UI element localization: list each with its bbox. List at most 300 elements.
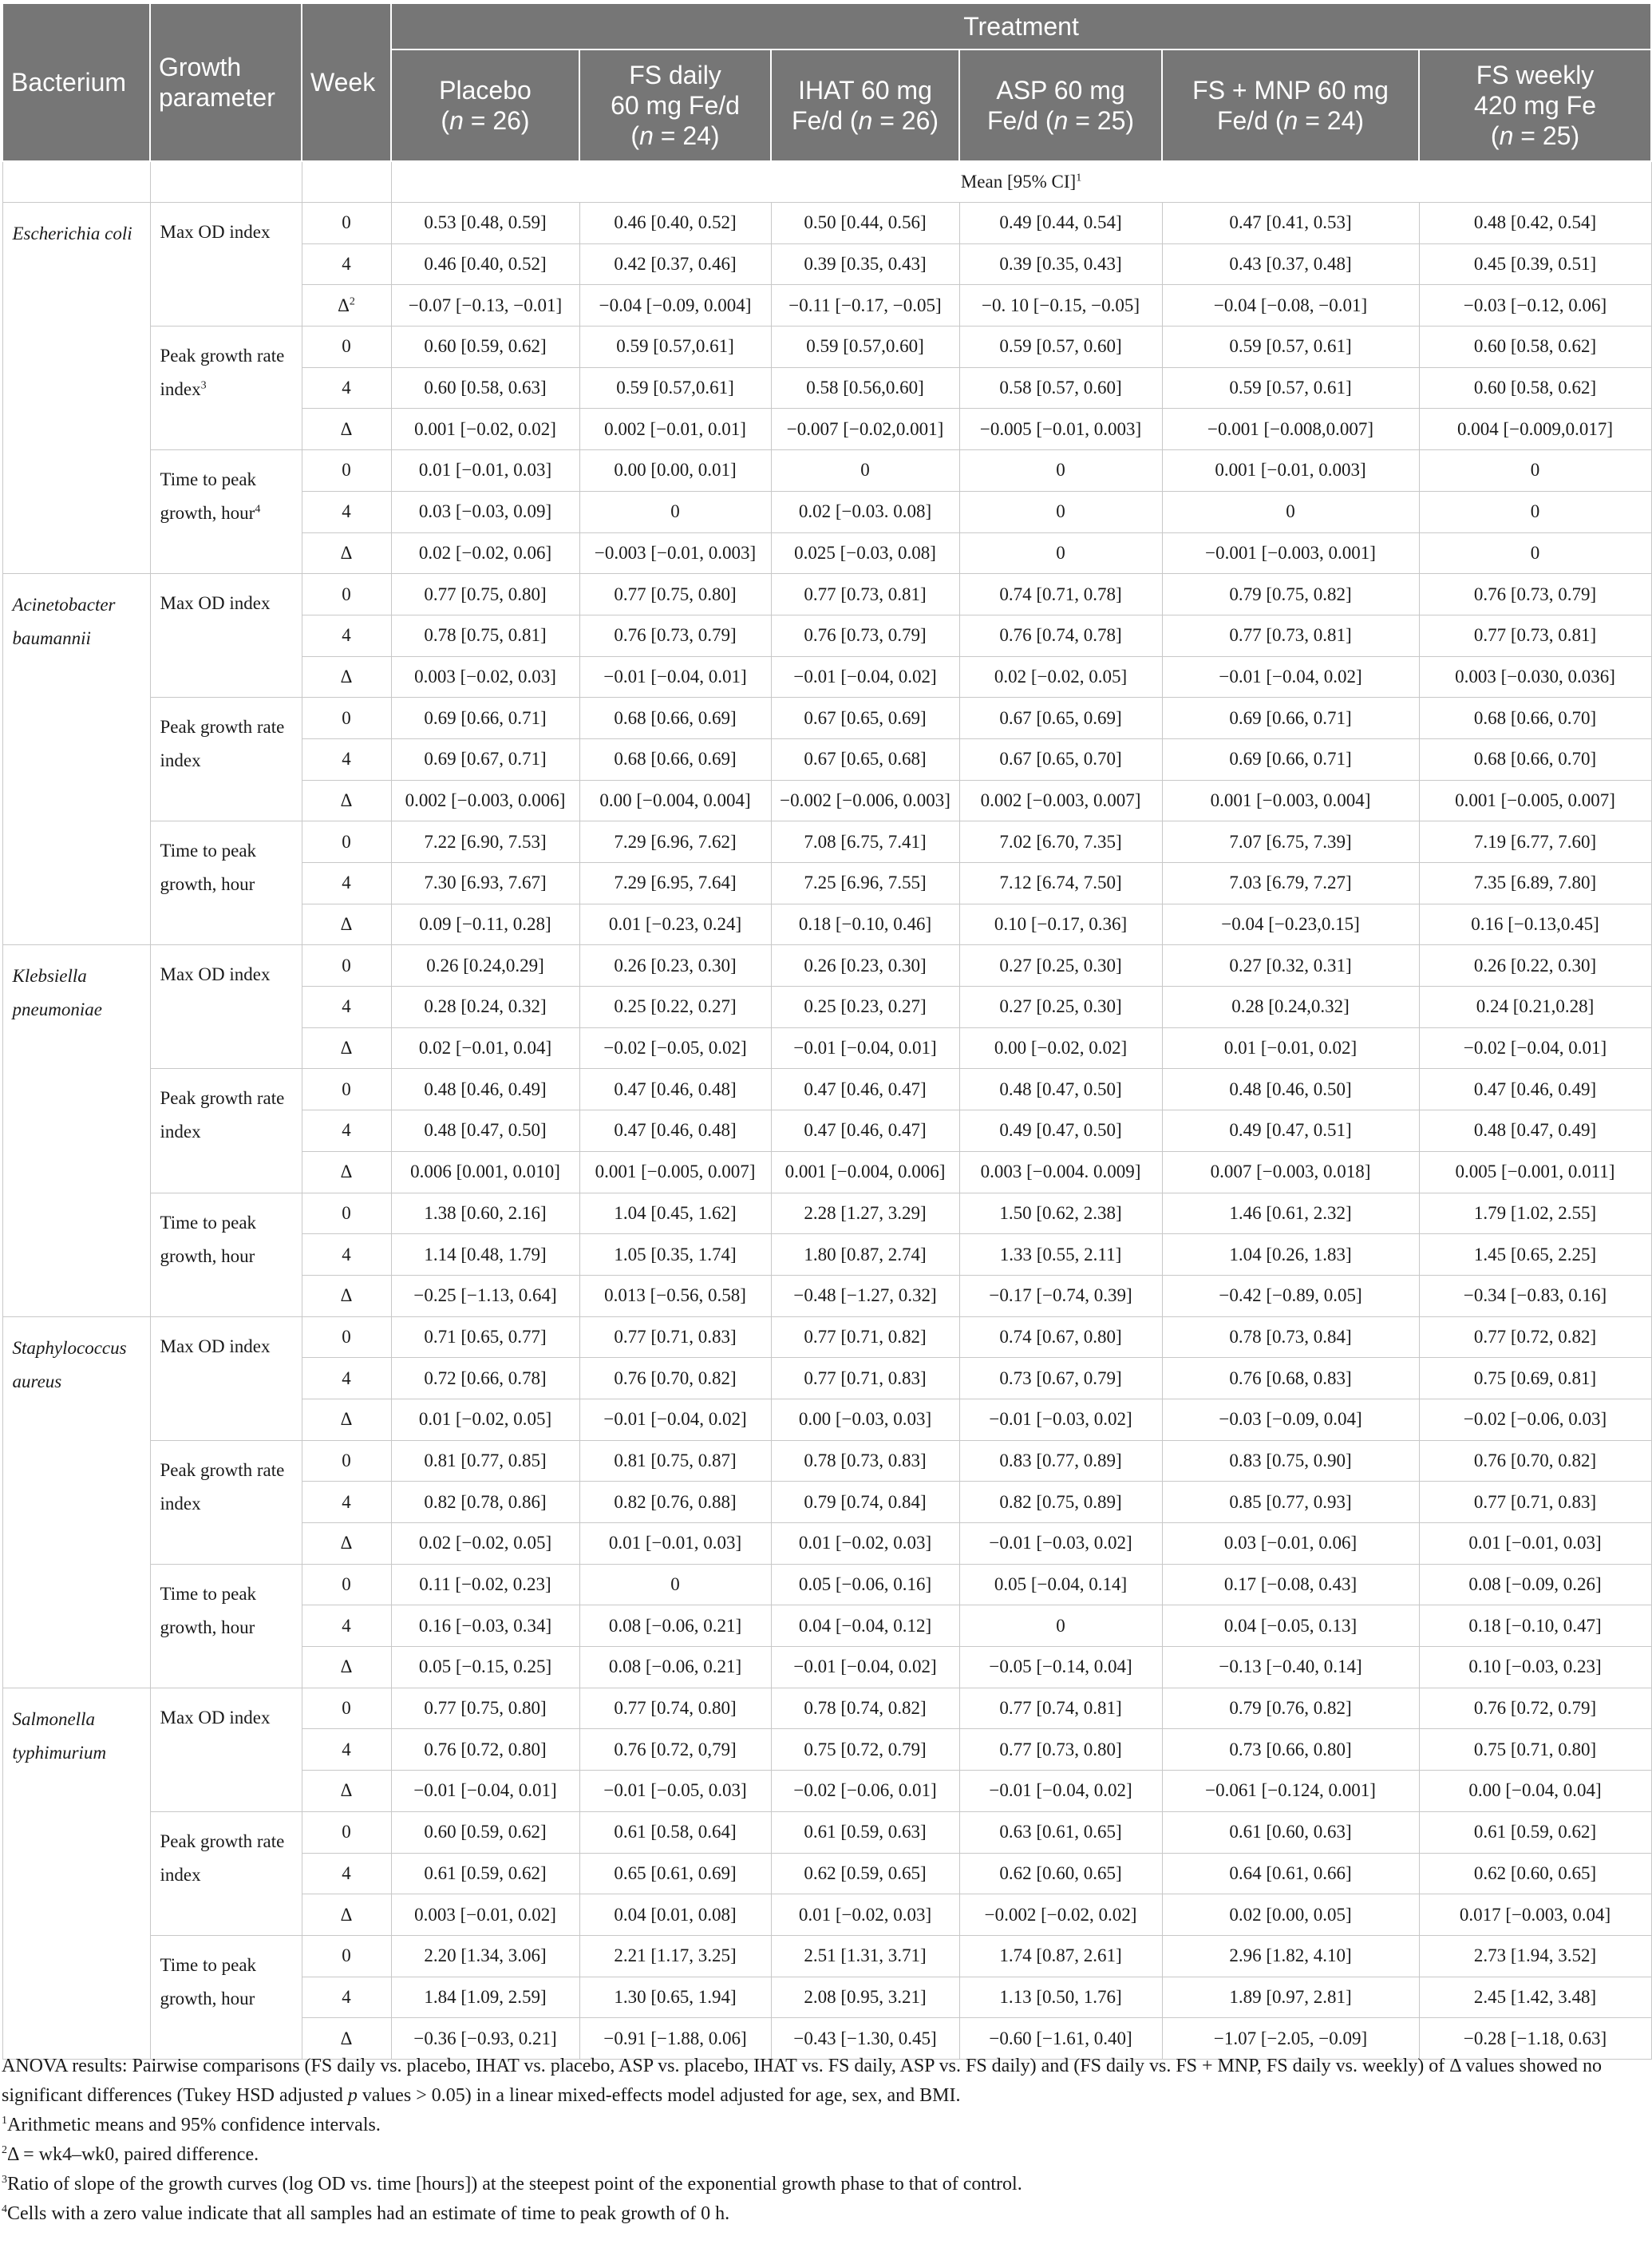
value-cell: −0.36 [−0.93, 0.21] [391, 2018, 579, 2060]
value-cell: −0.05 [−0.14, 0.04] [959, 1647, 1162, 1688]
bacterium-name: Salmonella typhimurium [2, 1688, 150, 2059]
growth-parameter: Max OD index [150, 1316, 302, 1440]
header-week: Week [302, 3, 391, 161]
value-cell: 0.62 [0.60, 0.65] [1419, 1853, 1651, 1894]
bacterium-name: Escherichia coli [2, 203, 150, 574]
table-row [2, 1688, 1651, 1729]
value-cell: 0.26 [0.23, 0.30] [579, 945, 771, 987]
value-cell: 0.02 [−0.02, 0.05] [959, 656, 1162, 698]
week-cell: Δ [302, 409, 391, 450]
value-cell: 0.50 [0.44, 0.56] [771, 203, 959, 244]
empty-cell [150, 161, 302, 203]
value-cell: 7.03 [6.79, 7.27] [1162, 863, 1419, 904]
value-cell: 0 [1419, 491, 1651, 532]
value-cell: 0.77 [0.71, 0.83] [1419, 1482, 1651, 1523]
value-cell: 0.67 [0.65, 0.69] [959, 698, 1162, 739]
header-group-fs-daily: FS daily 60 mg Fe/d (n = 24) [579, 49, 771, 161]
value-cell: 0.61 [0.60, 0.63] [1162, 1811, 1419, 1853]
value-cell: 1.04 [0.45, 1.62] [579, 1193, 771, 1234]
week-cell: 0 [302, 1316, 391, 1358]
value-cell: 7.35 [6.89, 7.80] [1419, 863, 1651, 904]
value-cell: 0.025 [−0.03, 0.08] [771, 532, 959, 574]
value-cell: 7.29 [6.95, 7.64] [579, 863, 771, 904]
value-cell: 0.03 [−0.03, 0.09] [391, 491, 579, 532]
week-cell: 4 [302, 1234, 391, 1276]
value-cell: 0.77 [0.73, 0.81] [1419, 615, 1651, 656]
week-cell: Δ [302, 1275, 391, 1316]
header-group-fs-weekly: FS weekly 420 mg Fe (n = 25) [1419, 49, 1651, 161]
value-cell: 0.79 [0.76, 0.82] [1162, 1688, 1419, 1729]
empty-cell [2, 161, 150, 203]
value-cell: 0.00 [−0.004, 0.004] [579, 780, 771, 821]
value-cell: −0.42 [−0.89, 0.05] [1162, 1275, 1419, 1316]
week-cell: Δ [302, 1151, 391, 1193]
value-cell: 0.60 [0.59, 0.62] [391, 327, 579, 368]
value-cell: 0.81 [0.77, 0.85] [391, 1440, 579, 1482]
table-row [2, 945, 1651, 987]
week-cell: 4 [302, 1729, 391, 1771]
value-cell: −0.061 [−0.124, 0.001] [1162, 1771, 1419, 1812]
empty-cell [302, 161, 391, 203]
value-cell: −1.07 [−2.05, −0.09] [1162, 2018, 1419, 2060]
value-cell: 2.28 [1.27, 3.29] [771, 1193, 959, 1234]
value-cell: −0.60 [−1.61, 0.40] [959, 2018, 1162, 2060]
value-cell: 0 [1419, 532, 1651, 574]
value-cell: 0 [959, 1605, 1162, 1647]
bacterium-name: Klebsiella pneumoniae [2, 945, 150, 1316]
value-cell: 0.02 [−0.01, 0.04] [391, 1027, 579, 1069]
value-cell: 0 [579, 491, 771, 532]
value-cell: −0.01 [−0.04, 0.01] [579, 656, 771, 698]
value-cell: 0.76 [0.74, 0.78] [959, 615, 1162, 656]
value-cell: 0.49 [0.47, 0.50] [959, 1110, 1162, 1152]
value-cell: 7.19 [6.77, 7.60] [1419, 821, 1651, 863]
week-cell: 4 [302, 987, 391, 1028]
value-cell: 2.20 [1.34, 3.06] [391, 1935, 579, 1977]
value-cell: 0.69 [0.67, 0.71] [391, 738, 579, 780]
value-cell: 0.67 [0.65, 0.69] [771, 698, 959, 739]
bacterium-name: Staphylococcus aureus [2, 1316, 150, 1688]
week-cell: Δ [302, 656, 391, 698]
growth-parameter: Max OD index [150, 1688, 302, 1811]
value-cell: −0.13 [−0.40, 0.14] [1162, 1647, 1419, 1688]
value-cell: 0.68 [0.66, 0.69] [579, 698, 771, 739]
value-cell: 1.84 [1.09, 2.59] [391, 1977, 579, 2018]
header-group-placebo: Placebo (n = 26) [391, 49, 579, 161]
value-cell: 0.63 [0.61, 0.65] [959, 1811, 1162, 1853]
value-cell: 0.69 [0.66, 0.71] [1162, 698, 1419, 739]
value-cell: 0.48 [0.42, 0.54] [1419, 203, 1651, 244]
value-cell: 0.82 [0.75, 0.89] [959, 1482, 1162, 1523]
value-cell: 0.76 [0.72, 0,79] [579, 1729, 771, 1771]
value-cell: 1.04 [0.26, 1.83] [1162, 1234, 1419, 1276]
week-cell: 0 [302, 821, 391, 863]
value-cell: 0.58 [0.56,0.60] [771, 367, 959, 409]
value-cell: 0.48 [0.46, 0.49] [391, 1069, 579, 1110]
value-cell: 0 [959, 532, 1162, 574]
table-row [2, 1440, 1651, 1482]
value-cell: 0.01 [−0.23, 0.24] [579, 904, 771, 945]
growth-parameter: Time to peak growth, hour [150, 1564, 302, 1688]
week-cell: 0 [302, 1935, 391, 1977]
value-cell: 0.76 [0.73, 0.79] [579, 615, 771, 656]
value-cell: 0.47 [0.46, 0.48] [579, 1110, 771, 1152]
header-group-asp: ASP 60 mg Fe/d (n = 25) [959, 49, 1162, 161]
value-cell: 0.64 [0.61, 0.66] [1162, 1853, 1419, 1894]
value-cell: 0.83 [0.75, 0.90] [1162, 1440, 1419, 1482]
value-cell: 0.017 [−0.003, 0.04] [1419, 1894, 1651, 1936]
week-cell: Δ [302, 1523, 391, 1565]
value-cell: 0.75 [0.72, 0.79] [771, 1729, 959, 1771]
growth-parameter: Peak growth rate index [150, 1440, 302, 1564]
value-cell: 0.76 [0.72, 0.80] [391, 1729, 579, 1771]
value-cell: 0.001 [−0.02, 0.02] [391, 409, 579, 450]
week-cell: 0 [302, 203, 391, 244]
value-cell: 0.62 [0.60, 0.65] [959, 1853, 1162, 1894]
value-cell: 0.02 [−0.03. 0.08] [771, 491, 959, 532]
value-cell: 1.80 [0.87, 2.74] [771, 1234, 959, 1276]
value-cell: 0.65 [0.61, 0.69] [579, 1853, 771, 1894]
value-cell: 0.28 [0.24,0.32] [1162, 987, 1419, 1028]
growth-parameter: Max OD index [150, 203, 302, 327]
value-cell: 0.74 [0.71, 0.78] [959, 574, 1162, 615]
value-cell: 0.82 [0.78, 0.86] [391, 1482, 579, 1523]
value-cell: 0.61 [0.58, 0.64] [579, 1811, 771, 1853]
value-cell: 0.001 [−0.003, 0.004] [1162, 780, 1419, 821]
table-notes [2, 2052, 1650, 2229]
week-cell: 4 [302, 367, 391, 409]
value-cell: 0.47 [0.46, 0.49] [1419, 1069, 1651, 1110]
table-container [2, 2, 1650, 2060]
growth-parameter: Peak growth rate index [150, 1811, 302, 1935]
value-cell: 0.76 [0.68, 0.83] [1162, 1358, 1419, 1399]
value-cell: −0.01 [−0.04, 0.02] [959, 1771, 1162, 1812]
value-cell: 0.75 [0.69, 0.81] [1419, 1358, 1651, 1399]
header-group-ihat: IHAT 60 mg Fe/d (n = 26) [771, 49, 959, 161]
value-cell: 0.47 [0.41, 0.53] [1162, 203, 1419, 244]
value-cell: 0.01 [−0.02, 0.03] [771, 1894, 959, 1936]
value-cell: −0.28 [−1.18, 0.63] [1419, 2018, 1651, 2060]
value-cell: 0.74 [0.67, 0.80] [959, 1316, 1162, 1358]
value-cell: 0.02 [−0.02, 0.05] [391, 1523, 579, 1565]
footnote-2: $^2$Δ = wk4–wk0, paired difference. [2, 2144, 259, 2165]
growth-parameter: Peak growth rate index [150, 1069, 302, 1193]
value-cell: −0.04 [−0.08, −0.01] [1162, 285, 1419, 327]
table-row [2, 1935, 1651, 1977]
value-cell: 0.26 [0.22, 0.30] [1419, 945, 1651, 987]
value-cell: 0.83 [0.77, 0.89] [959, 1440, 1162, 1482]
value-cell: 0.71 [0.65, 0.77] [391, 1316, 579, 1358]
value-cell: 0.59 [0.57,0.60] [771, 327, 959, 368]
week-cell: 0 [302, 1193, 391, 1234]
value-cell: 0.72 [0.66, 0.78] [391, 1358, 579, 1399]
value-cell: 0.47 [0.46, 0.48] [579, 1069, 771, 1110]
value-cell: −0.01 [−0.04, 0.02] [771, 1647, 959, 1688]
value-cell: 0.59 [0.57,0.61] [579, 367, 771, 409]
value-cell: 0.77 [0.71, 0.83] [771, 1358, 959, 1399]
value-cell: 0.08 [−0.09, 0.26] [1419, 1564, 1651, 1605]
value-cell: 0.48 [0.47, 0.50] [959, 1069, 1162, 1110]
value-cell: −0.001 [−0.008,0.007] [1162, 409, 1419, 450]
value-cell: 2.96 [1.82, 4.10] [1162, 1935, 1419, 1977]
week-cell: 4 [302, 1977, 391, 2018]
week-cell: Δ [302, 1647, 391, 1688]
value-cell: 7.12 [6.74, 7.50] [959, 863, 1162, 904]
value-cell: 0.01 [−0.01, 0.02] [1162, 1027, 1419, 1069]
value-cell: 0.18 [−0.10, 0.47] [1419, 1605, 1651, 1647]
value-cell: 0.42 [0.37, 0.46] [579, 243, 771, 285]
value-cell: 0.10 [−0.17, 0.36] [959, 904, 1162, 945]
value-cell: 0.05 [−0.04, 0.14] [959, 1564, 1162, 1605]
bacterium-name: Acinetobacter baumannii [2, 574, 150, 945]
value-cell: −0.005 [−0.01, 0.003] [959, 409, 1162, 450]
value-cell: 0.46 [0.40, 0.52] [579, 203, 771, 244]
value-cell: 0.68 [0.66, 0.70] [1419, 698, 1651, 739]
value-cell: 0.001 [−0.004, 0.006] [771, 1151, 959, 1193]
growth-parameter: Time to peak growth, hour$^4$ [150, 450, 302, 574]
value-cell: 0.39 [0.35, 0.43] [959, 243, 1162, 285]
value-cell: 0.48 [0.47, 0.49] [1419, 1110, 1651, 1152]
table-row [2, 698, 1651, 739]
value-cell: −0.34 [−0.83, 0.16] [1419, 1275, 1651, 1316]
value-cell: −0.02 [−0.05, 0.02] [579, 1027, 771, 1069]
value-cell: 1.30 [0.65, 1.94] [579, 1977, 771, 2018]
value-cell: 0.78 [0.75, 0.81] [391, 615, 579, 656]
value-cell: 0.79 [0.74, 0.84] [771, 1482, 959, 1523]
value-cell: 0.26 [0.23, 0.30] [771, 945, 959, 987]
value-cell: 0.00 [−0.03, 0.03] [771, 1399, 959, 1440]
value-cell: 0.28 [0.24, 0.32] [391, 987, 579, 1028]
value-cell: 0.004 [−0.009,0.017] [1419, 409, 1651, 450]
table-row [2, 821, 1651, 863]
value-cell: 2.45 [1.42, 3.48] [1419, 1977, 1651, 2018]
value-cell: 0.68 [0.66, 0.70] [1419, 738, 1651, 780]
value-cell: 0.002 [−0.01, 0.01] [579, 409, 771, 450]
value-cell: 0.58 [0.57, 0.60] [959, 367, 1162, 409]
value-cell: 0.006 [0.001, 0.010] [391, 1151, 579, 1193]
value-cell: 0.01 [−0.01, 0.03] [1419, 1523, 1651, 1565]
table-row [2, 203, 1651, 244]
table-row [2, 1193, 1651, 1234]
value-cell: 0.77 [0.73, 0.81] [1162, 615, 1419, 656]
value-cell: 0.00 [0.00, 0.01] [579, 450, 771, 492]
value-cell: 0.04 [−0.04, 0.12] [771, 1605, 959, 1647]
value-cell: 0.25 [0.23, 0.27] [771, 987, 959, 1028]
value-cell: 0.003 [−0.02, 0.03] [391, 656, 579, 698]
anova-note: ANOVA results: Pairwise comparisons (FS daily vs. placebo, IHAT vs. placebo, ASP vs. placebo, IHAT vs. FS daily, ASP vs. FS daily) and (FS daily vs. FS + MNP, FS daily vs. weekly) of Δ values showed no significant differences (Tukey HSD adjusted p values > 0.05) in a linear mixed-effects model adjusted for age, sex, and BMI. [2, 2056, 1602, 2106]
value-cell: 0.61 [0.59, 0.63] [771, 1811, 959, 1853]
footnote-1: $^1$Arithmetic means and 95% confidence intervals. [2, 2115, 381, 2135]
value-cell: 0.16 [−0.03, 0.34] [391, 1605, 579, 1647]
value-cell: −0.01 [−0.04, 0.01] [771, 1027, 959, 1069]
value-cell: 2.08 [0.95, 3.21] [771, 1977, 959, 2018]
value-cell: −0.01 [−0.04, 0.02] [1162, 656, 1419, 698]
value-cell: 0.76 [0.73, 0.79] [1419, 574, 1651, 615]
value-cell: 0.007 [−0.003, 0.018] [1162, 1151, 1419, 1193]
header-group-fs-mnp: FS + MNP 60 mg Fe/d (n = 24) [1162, 49, 1419, 161]
value-cell: 0.48 [0.47, 0.50] [391, 1110, 579, 1152]
value-cell: 0.04 [0.01, 0.08] [579, 1894, 771, 1936]
value-cell: 0.75 [0.71, 0.80] [1419, 1729, 1651, 1771]
value-cell: 0.003 [−0.01, 0.02] [391, 1894, 579, 1936]
value-cell: −0.002 [−0.02, 0.02] [959, 1894, 1162, 1936]
value-cell: 0.78 [0.73, 0.83] [771, 1440, 959, 1482]
value-cell: 0.61 [0.59, 0.62] [1419, 1811, 1651, 1853]
value-cell: 0.81 [0.75, 0.87] [579, 1440, 771, 1482]
growth-parameter: Peak growth rate index$^3$ [150, 327, 302, 450]
value-cell: 1.79 [1.02, 2.55] [1419, 1193, 1651, 1234]
week-cell: 0 [302, 574, 391, 615]
value-cell: 1.05 [0.35, 1.74] [579, 1234, 771, 1276]
value-cell: −0.17 [−0.74, 0.39] [959, 1275, 1162, 1316]
value-cell: −0.01 [−0.03, 0.02] [959, 1399, 1162, 1440]
value-cell: 7.22 [6.90, 7.53] [391, 821, 579, 863]
week-cell: Δ [302, 532, 391, 574]
value-cell: 0.08 [−0.06, 0.21] [579, 1647, 771, 1688]
value-cell: −0.48 [−1.27, 0.32] [771, 1275, 959, 1316]
value-cell: 0.69 [0.66, 0.71] [1162, 738, 1419, 780]
value-cell: 0.77 [0.73, 0.80] [959, 1729, 1162, 1771]
value-cell: 0.01 [−0.01, 0.03] [391, 450, 579, 492]
value-cell: −0.91 [−1.88, 0.06] [579, 2018, 771, 2060]
week-cell: 4 [302, 1605, 391, 1647]
value-cell: 0 [1162, 491, 1419, 532]
value-cell: −0.001 [−0.003, 0.001] [1162, 532, 1419, 574]
value-cell: 0.001 [−0.01, 0.003] [1162, 450, 1419, 492]
week-cell: 0 [302, 1440, 391, 1482]
value-cell: 0.05 [−0.15, 0.25] [391, 1647, 579, 1688]
value-cell: 0.05 [−0.06, 0.16] [771, 1564, 959, 1605]
week-cell: 4 [302, 491, 391, 532]
value-cell: 0.013 [−0.56, 0.58] [579, 1275, 771, 1316]
value-cell: 0.24 [0.21,0.28] [1419, 987, 1651, 1028]
value-cell: 0.02 [−0.02, 0.06] [391, 532, 579, 574]
value-cell: 0.59 [0.57, 0.61] [1162, 367, 1419, 409]
value-cell: 0.77 [0.74, 0.80] [579, 1688, 771, 1729]
value-cell: −0.01 [−0.05, 0.03] [579, 1771, 771, 1812]
value-cell: 0.43 [0.37, 0.48] [1162, 243, 1419, 285]
value-cell: −0.01 [−0.04, 0.02] [771, 656, 959, 698]
value-cell: 0.73 [0.66, 0.80] [1162, 1729, 1419, 1771]
value-cell: 7.25 [6.96, 7.55] [771, 863, 959, 904]
value-cell: 0.39 [0.35, 0.43] [771, 243, 959, 285]
value-cell: 0.85 [0.77, 0.93] [1162, 1482, 1419, 1523]
value-cell: 0.002 [−0.003, 0.007] [959, 780, 1162, 821]
week-cell: 0 [302, 1069, 391, 1110]
value-cell: 0.45 [0.39, 0.51] [1419, 243, 1651, 285]
value-cell: 7.30 [6.93, 7.67] [391, 863, 579, 904]
value-cell: 0.60 [0.58, 0.62] [1419, 367, 1651, 409]
value-cell: 0.27 [0.32, 0.31] [1162, 945, 1419, 987]
value-cell: 0.68 [0.66, 0.69] [579, 738, 771, 780]
header-bacterium: Bacterium [2, 3, 150, 161]
value-cell: 0.02 [0.00, 0.05] [1162, 1894, 1419, 1936]
value-cell: −0.02 [−0.04, 0.01] [1419, 1027, 1651, 1069]
value-cell: −0. 10 [−0.15, −0.05] [959, 285, 1162, 327]
value-cell: 0.60 [0.58, 0.62] [1419, 327, 1651, 368]
value-cell: 0.77 [0.71, 0.82] [771, 1316, 959, 1358]
week-cell: 4 [302, 1358, 391, 1399]
value-cell: 1.89 [0.97, 2.81] [1162, 1977, 1419, 2018]
value-cell: 0.49 [0.47, 0.51] [1162, 1110, 1419, 1152]
week-cell: 4 [302, 738, 391, 780]
value-cell: 7.08 [6.75, 7.41] [771, 821, 959, 863]
value-cell: 0.16 [−0.13,0.45] [1419, 904, 1651, 945]
value-cell: 0 [959, 491, 1162, 532]
value-cell: 0.77 [0.75, 0.80] [391, 574, 579, 615]
value-cell: 0.00 [−0.02, 0.02] [959, 1027, 1162, 1069]
value-cell: −0.43 [−1.30, 0.45] [771, 2018, 959, 2060]
value-cell: −0.003 [−0.01, 0.003] [579, 532, 771, 574]
value-cell: 1.46 [0.61, 2.32] [1162, 1193, 1419, 1234]
value-cell: 0.69 [0.66, 0.71] [391, 698, 579, 739]
table-row [2, 450, 1651, 492]
value-cell: 7.07 [6.75, 7.39] [1162, 821, 1419, 863]
value-cell: 0.77 [0.75, 0.80] [391, 1688, 579, 1729]
table-row [2, 327, 1651, 368]
value-cell: 1.13 [0.50, 1.76] [959, 1977, 1162, 2018]
value-cell: −0.04 [−0.09, 0.004] [579, 285, 771, 327]
growth-parameter: Time to peak growth, hour [150, 1193, 302, 1316]
value-cell: 0.17 [−0.08, 0.43] [1162, 1564, 1419, 1605]
value-cell: 0.01 [−0.02, 0.05] [391, 1399, 579, 1440]
value-cell: 2.73 [1.94, 3.52] [1419, 1935, 1651, 1977]
value-cell: −0.03 [−0.12, 0.06] [1419, 285, 1651, 327]
value-cell: 0.59 [0.57, 0.60] [959, 327, 1162, 368]
growth-parameter: Time to peak growth, hour [150, 1935, 302, 2059]
value-cell: 0 [771, 450, 959, 492]
value-cell: 0.04 [−0.05, 0.13] [1162, 1605, 1419, 1647]
value-cell: 0.09 [−0.11, 0.28] [391, 904, 579, 945]
results-table [2, 2, 1652, 2060]
week-cell: Δ [302, 904, 391, 945]
value-cell: 2.21 [1.17, 3.25] [579, 1935, 771, 1977]
value-cell: 0.60 [0.58, 0.63] [391, 367, 579, 409]
growth-parameter: Max OD index [150, 574, 302, 698]
table-row [2, 574, 1651, 615]
week-cell: 0 [302, 1564, 391, 1605]
value-cell: 0.59 [0.57,0.61] [579, 327, 771, 368]
table-row [2, 1811, 1651, 1853]
week-cell: 0 [302, 1811, 391, 1853]
value-cell: 7.29 [6.96, 7.62] [579, 821, 771, 863]
week-cell: 0 [302, 1688, 391, 1729]
mean-ci-label: Mean [95% CI]$^1$ [391, 161, 1651, 203]
value-cell: 0.003 [−0.030, 0.036] [1419, 656, 1651, 698]
week-cell: 4 [302, 1853, 391, 1894]
growth-parameter: Time to peak growth, hour [150, 821, 302, 945]
table-row [2, 1564, 1651, 1605]
week-cell: 0 [302, 698, 391, 739]
value-cell: −0.007 [−0.02,0.001] [771, 409, 959, 450]
header-growth-parameter: Growth parameter [150, 3, 302, 161]
value-cell: 0.10 [−0.03, 0.23] [1419, 1647, 1651, 1688]
footnote-3: $^3$Ratio of slope of the growth curves (log OD vs. time [hours]) at the steepest point of the exponential growth phase to that of control. [2, 2174, 1022, 2195]
value-cell: 0.78 [0.73, 0.84] [1162, 1316, 1419, 1358]
value-cell: 0.25 [0.22, 0.27] [579, 987, 771, 1028]
value-cell: 0.18 [−0.10, 0.46] [771, 904, 959, 945]
value-cell: −0.002 [−0.006, 0.003] [771, 780, 959, 821]
value-cell: 0.60 [0.59, 0.62] [391, 1811, 579, 1853]
week-cell: 4 [302, 615, 391, 656]
value-cell: 0.03 [−0.01, 0.06] [1162, 1523, 1419, 1565]
value-cell: 0.59 [0.57, 0.61] [1162, 327, 1419, 368]
week-cell: Δ [302, 2018, 391, 2060]
week-cell: Δ [302, 780, 391, 821]
value-cell: −0.01 [−0.03, 0.02] [959, 1523, 1162, 1565]
value-cell: 0.26 [0.24,0.29] [391, 945, 579, 987]
value-cell: −0.02 [−0.06, 0.03] [1419, 1399, 1651, 1440]
